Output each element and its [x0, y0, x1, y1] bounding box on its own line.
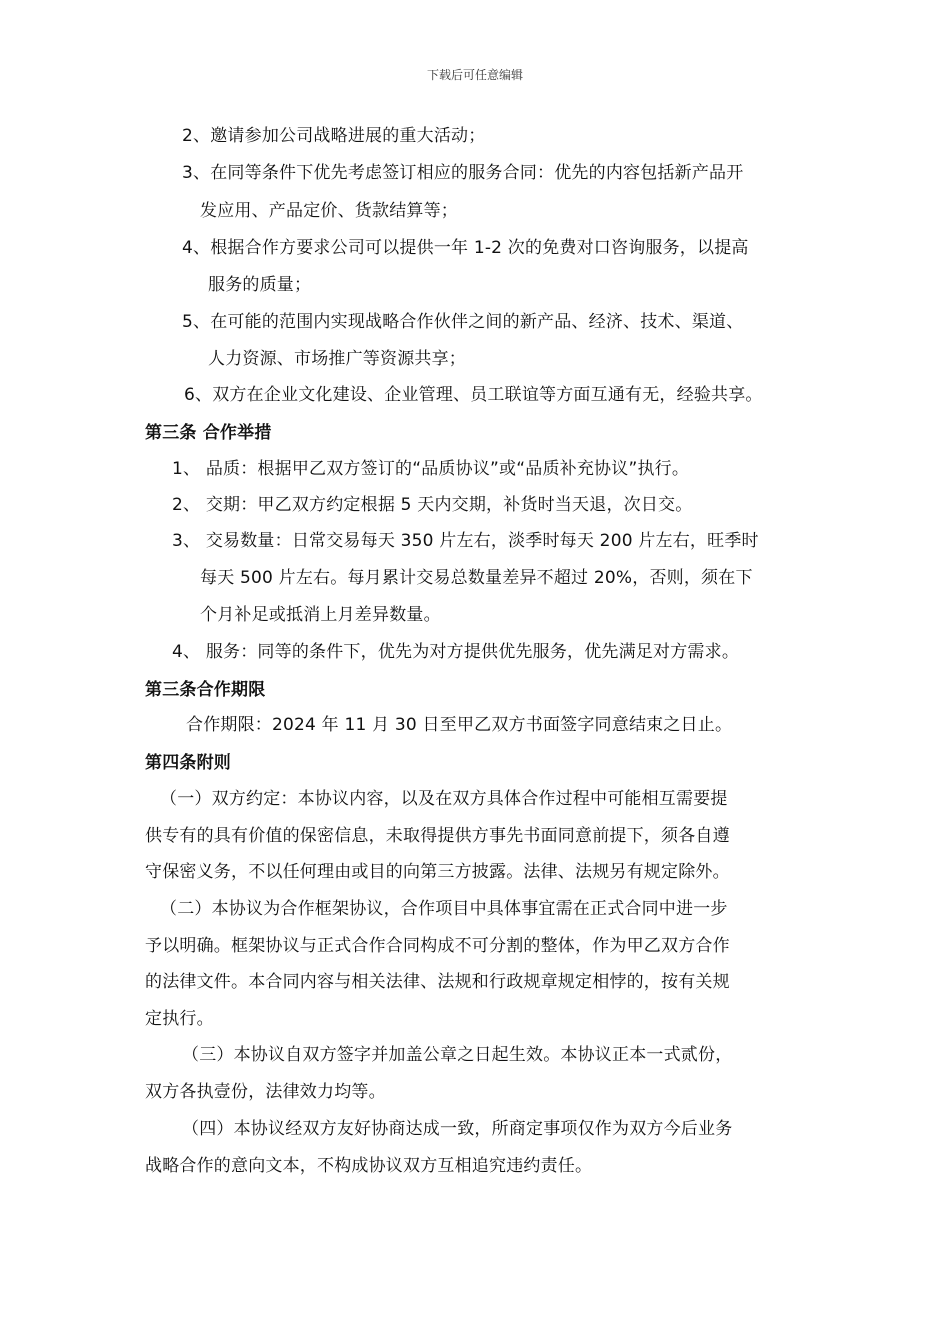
appendix-p2-line-3: 的法律文件。本合同内容与相关法律、法规和行政规章规定相悖的，按有关规 — [145, 972, 730, 992]
appendix-p1-line-2: 供专有的具有价值的保密信息，未取得提供方事先书面同意前提下，须各自遵 — [145, 826, 730, 846]
appendix-p4-line-1: （四）本协议经双方友好协商达成一致，所商定事项仅作为双方今后业务 — [182, 1119, 733, 1139]
measure-item-3-line-3: 个月补足或抵消上月差异数量。 — [200, 605, 441, 625]
benefit-item-5-line-1: 5、在可能的范围内实现战略合作伙伴之间的新产品、经济、技术、渠道、 — [182, 312, 744, 332]
benefit-item-2: 2、邀请参加公司战略进展的重大活动； — [182, 126, 486, 146]
appendix-p4-line-2: 战略合作的意向文本，不构成协议双方互相追究违约责任。 — [145, 1156, 593, 1176]
benefit-item-3-line-2: 发应用、产品定价、货款结算等； — [200, 201, 458, 221]
appendix-p2-line-2: 予以明确。框架协议与正式合作合同构成不可分割的整体，作为甲乙双方合作 — [145, 936, 730, 956]
appendix-p1-line-3: 守保密义务，不以任何理由或目的向第三方披露。法律、法规另有规定除外。 — [145, 862, 730, 882]
benefit-item-4-line-1: 4、根据合作方要求公司可以提供一年 1-2 次的免费对口咨询服务，以提高 — [182, 238, 749, 258]
measure-item-1: 1、 品质：根据甲乙双方签订的“品质协议”或“品质补充协议”执行。 — [172, 459, 690, 479]
benefit-item-3-line-1: 3、在同等条件下优先考虑签订相应的服务合同：优先的内容包括新产品开 — [182, 163, 744, 183]
appendix-p3-line-1: （三）本协议自双方签字并加盖公章之日起生效。本协议正本一式贰份， — [182, 1045, 733, 1065]
page-header-note: 下载后可任意编辑 — [426, 68, 523, 82]
measure-item-4: 4、 服务：同等的条件下，优先为对方提供优先服务，优先满足对方需求。 — [172, 642, 740, 662]
appendix-p2-line-4: 定执行。 — [145, 1009, 214, 1029]
measure-item-3-line-1: 3、 交易数量：日常交易每天 350 片左右，淡季时每天 200 片左右，旺季时 — [172, 531, 759, 551]
benefit-item-6: 6、双方在企业文化建设、企业管理、员工联谊等方面互通有无，经验共享。 — [184, 385, 763, 405]
section-term-title: 第三条合作期限 — [145, 680, 266, 700]
term-text: 合作期限：2024 年 11 月 30 日至甲乙双方书面签字同意结束之日止。 — [186, 715, 733, 735]
measure-item-2: 2、 交期：甲乙双方约定根据 5 天内交期，补货时当天退，次日交。 — [172, 495, 693, 515]
appendix-p3-line-2: 双方各执壹份，法律效力均等。 — [145, 1082, 386, 1102]
section-measures-title: 第三条 合作举措 — [145, 423, 272, 443]
section-appendix-title: 第四条附则 — [145, 753, 231, 773]
benefit-item-5-line-2: 人力资源、市场推广等资源共享； — [208, 349, 466, 369]
appendix-p1-line-1: （一）双方约定：本协议内容，以及在双方具体合作过程中可能相互需要提 — [160, 789, 728, 809]
benefit-item-4-line-2: 服务的质量； — [208, 275, 312, 295]
appendix-p2-line-1: （二）本协议为合作框架协议，合作项目中具体事宜需在正式合同中进一步 — [160, 899, 728, 919]
measure-item-3-line-2: 每天 500 片左右。每月累计交易总数量差异不超过 20%，否则，须在下 — [200, 568, 753, 588]
